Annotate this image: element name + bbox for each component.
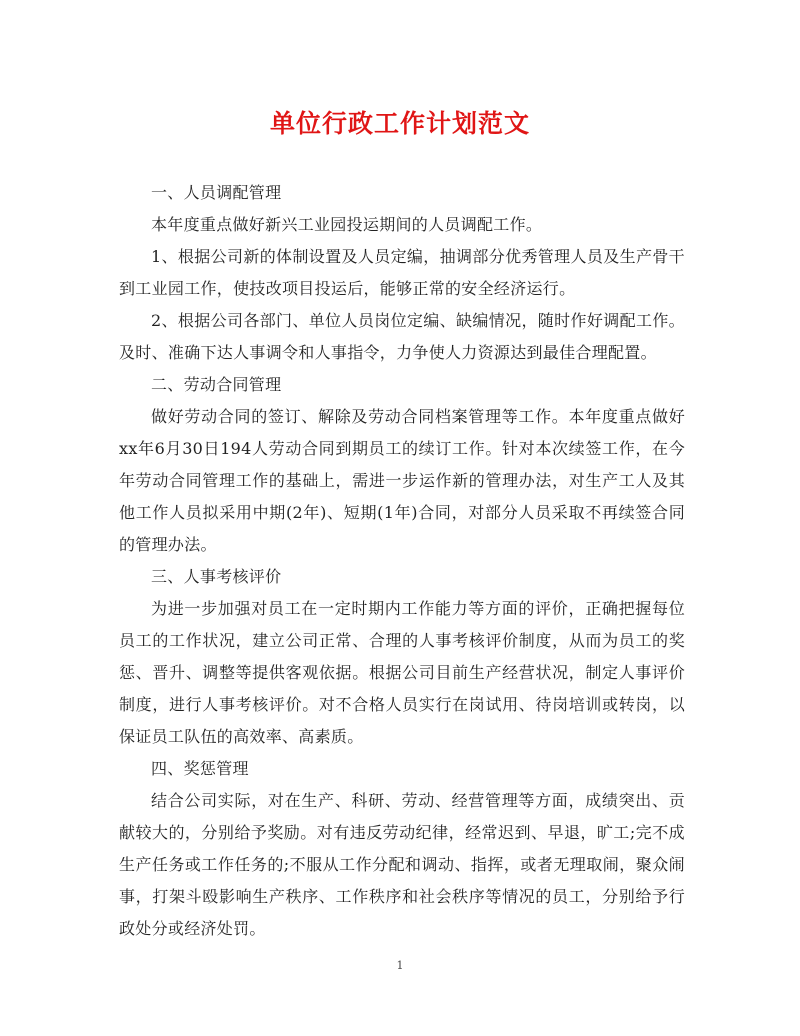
section-heading-evaluation: 三、人事考核评价: [151, 567, 282, 586]
paragraph-evaluation: 为进一步加强对员工在一定时期内工作能力等方面的评价，正确把握每位员工的工作状况，建立公司正常、合理的人事考核评价制度，从而为员工的奖惩、晋升、调整等提供客观依据。根据公司目前生产经营状况，制定人事评价制度，进行人事考核评价。对不合格人员实行在岗试用、待岗培训或转岗，以保证员工队伍的高效率、高素质。: [119, 599, 685, 746]
section-heading-rewards: 四、奖惩管理: [151, 759, 249, 778]
paragraph-staffing-item-1: 1、根据公司新的体制设置及人员定编，抽调部分优秀管理人员及生产骨干到工业园工作，使技改项目投运后，能够正常的安全经济运行。: [119, 247, 685, 298]
paragraph-rewards: 结合公司实际，对在生产、科研、劳动、经营管理等方面，成绩突出、贡献较大的，分别给予奖励。对有违反劳动纪律，经常迟到、早退，旷工;完不成生产任务或工作任务的;不服从工作分配和调动、指挥，或者无理取闹，聚众闹事，打架斗殴影响生产秩序、工作秩序和社会秩序等情况的员工，分别给予行政处分或经济处罚。: [119, 791, 685, 938]
section-heading-staffing: 一、人员调配管理: [151, 183, 282, 202]
paragraph-staffing-intro: 本年度重点做好新兴工业园投运期间的人员调配工作。: [151, 215, 543, 234]
paragraph-staffing-item-2: 2、根据公司各部门、单位人员岗位定编、缺编情况，随时作好调配工作。及时、准确下达人事调令和人事指令，力争使人力资源达到最佳合理配置。: [119, 311, 685, 362]
document-title: 单位行政工作计划范文: [269, 109, 530, 138]
page-number: 1: [396, 959, 404, 972]
paragraph-labor-contract: 做好劳动合同的签订、解除及劳动合同档案管理等工作。本年度重点做好xx年6月30日194人劳动合同到期员工的续订工作。针对本次续签工作，在今年劳动合同管理工作的基础上，需进一步运作新的管理办法，对生产工人及其他工作人员拟采用中期(2年)、短期(1年)合同，对部分人员采取不再续签合同的管理办法。: [119, 407, 685, 554]
document-body: [119, 177, 685, 945]
section-heading-labor-contract: 二、劳动合同管理: [151, 375, 282, 394]
